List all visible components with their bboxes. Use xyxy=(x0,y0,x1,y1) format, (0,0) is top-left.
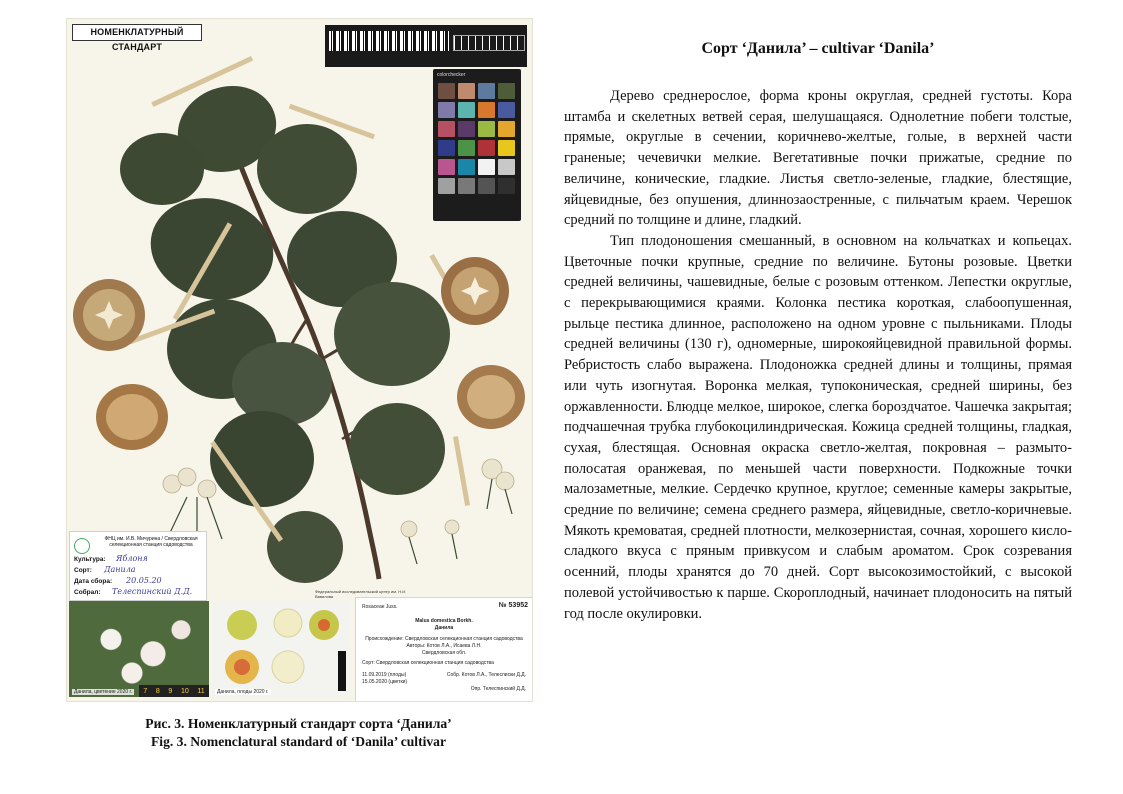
culture-value: Яблоня xyxy=(116,554,148,563)
authors-text: Авторы: Котов Л.А., Исаева Л.Н. xyxy=(406,643,482,649)
museum-label xyxy=(355,597,533,702)
scale-bar xyxy=(453,35,525,51)
fruit-photo-caption: Данила, плоды 2020 г. xyxy=(217,689,269,695)
fruit-photo-apples xyxy=(212,601,350,697)
color-checker-brand: colorchecker xyxy=(437,72,466,78)
region-text: Свердловская обл. xyxy=(421,650,467,656)
origin-text: Происхождение: Свердловская селекционная станция садоводства xyxy=(365,636,523,642)
date-value: 20.05.20 xyxy=(126,576,162,585)
article-heading: Сорт ‘Данила’ – cultivar ‘Danila’ xyxy=(701,40,935,57)
cut-apple-4 xyxy=(457,365,525,429)
institution-name: ФНЦ им. И.В. Мичурина / Свердловская селекционная станция садоводства xyxy=(104,536,198,548)
cut-apple-3 xyxy=(96,384,168,450)
color-checker-swatches xyxy=(438,83,515,194)
ruler-number: 9 xyxy=(168,687,173,695)
cultivar-name: Данила xyxy=(434,625,454,631)
date-plodi: 11.09.2019 (плоды) xyxy=(362,672,407,678)
collected-by: Собр. Котов Л.А., Телесписки Д.Д. xyxy=(446,672,526,678)
figure-caption-en: Fig. 3. Nomenclatural standard of ‘Danila’ cultivar xyxy=(150,734,446,749)
paragraph-fruit-description: Тип плодоношения смешанный, в основном на кольчатках и копьецах. Цветочные почки крупные, средние по величине. Бутоны розовые. Цветки средней величины, чашевидные, белые с розовым оттенком. Лепестки округлые, с перекрывающимися краями. Колонка пестика короткая, слабоопушенная, рыльце пестика длинное, расположено на одном уровне с пыльниками. Плоды средней величины (130 г), одномерные, широкояйцевидной правильной формы. Ребристость слабо выражена. Плодоножка средней длины и толщины, прямая или чуть изогнутая. Воронка мелкая, тупоконическая, средней ширины, без оржавленности. Блюдце мелкое, широкое, слегка бороздчатое. Чашечка закрытая; подчашечная трубка глубокоцилиндрическая. Кожица средней толщины, гладкая, сухая, блестящая. Основная окраска светло-желтая, покровная – размыто-полосатая оранжевая, по меньшей части поверхности. Подкожные точки малозаметные, мелкие. Сердечко крупное, круглое; семенные камеры закрытые, средние по величине; семена среднего размера, яйцевидные, светло-коричневые. Мякоть кремоватая, средней плотности, мелкозернистая, сочная, хорошего кисло-сладкого вкуса с пряным привкусом и слабым ароматом. Срок созревания осенний, плоды хранятся до 70 дней. Сорт высокозимостойкий, с высокой полевой устойчивостью к парше. Скороплодный, начинает плодоносить на пятый год после окулировки. xyxy=(564,232,1072,622)
flower-photo xyxy=(69,601,209,697)
collector-value: Телеспинский Д.Д. xyxy=(112,587,193,596)
collector-label: Собрал: xyxy=(74,589,101,596)
place-text: Сорт: Свердловская селекционная станция садоводства xyxy=(362,660,494,666)
fruit-photo xyxy=(212,601,350,697)
culture-label: Культура: xyxy=(74,556,106,563)
collection-label xyxy=(69,531,207,601)
ruler-number: 7 xyxy=(143,687,148,695)
species-name: Malus domestica Borkh. xyxy=(415,618,473,624)
ruler xyxy=(139,685,209,697)
color-checker xyxy=(433,69,521,221)
date-cvetki: 15.05.2020 (цветки) xyxy=(362,679,408,685)
cultivar-label: Сорт: xyxy=(74,567,92,574)
ruler-number: 11 xyxy=(197,687,205,695)
ruler-number: 10 xyxy=(180,687,189,695)
barcode-card xyxy=(325,25,527,67)
cut-apple-2 xyxy=(441,257,509,325)
institution-logo-icon xyxy=(74,538,90,554)
nomenclature-stamp: НОМЕНКЛАТУРНЫЙ СТАНДАРТ xyxy=(72,24,202,41)
cultivar-value: Данила xyxy=(104,565,136,574)
date-label: Дата сбора: xyxy=(74,578,113,585)
herbarium-sheet-image xyxy=(66,18,533,702)
paragraph-tree-description: Дерево среднерослое, форма кроны округлая, средней густоты. Кора штамба и скелетных ветвей серая, шелушащаяся. Однолетние побеги толстые, прямые, округлые в сечении, коричнево-желтые, голые, в верхней части граненые; чечевички мелкие. Вегетативные почки прижатые, средние по величине, конические, гладкие. Листья светло-зеленые, гладкие, блестящие, яйцевидные, без опушения, длиннозаостренные, с пильчатым краем. Черешок средний по толщине и длине, гладкий. xyxy=(564,88,1072,229)
flower-photo-caption: Данила, цветение 2020 г. xyxy=(74,689,133,695)
article-text-column xyxy=(564,40,1072,624)
barcode xyxy=(329,31,449,51)
family-name: Rosaceae Juss. xyxy=(362,604,398,610)
determined-by: Опр. Телеспинский Д.Д. xyxy=(470,686,526,692)
cut-apple-1 xyxy=(73,279,145,351)
figure-caption-ru: Рис. 3. Номенклатурный стандарт сорта ‘Данила’ xyxy=(145,716,452,731)
ruler-number: 8 xyxy=(155,687,160,695)
specimen-number: № 53952 xyxy=(498,602,528,609)
museum-header-strip: Федеральный исследовательский центр им. Н.И. Вавилова xyxy=(315,589,407,599)
